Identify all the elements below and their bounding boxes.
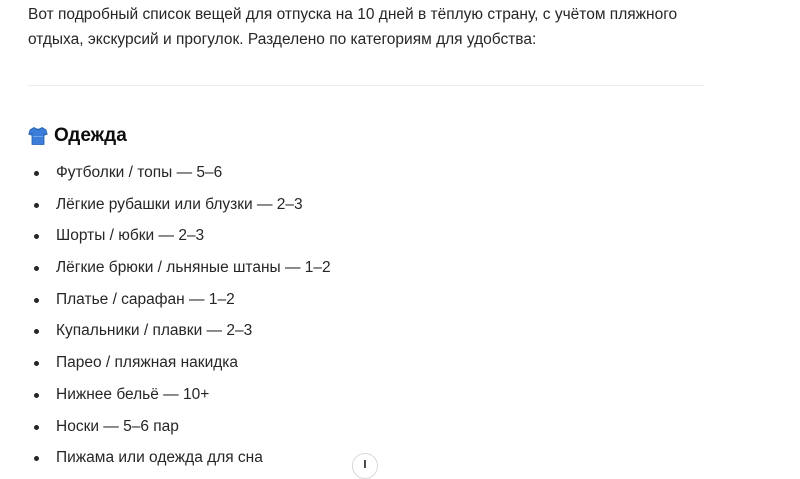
clothing-list (28, 157, 718, 474)
bullet (34, 456, 39, 461)
list-item (28, 379, 718, 411)
list-item (28, 157, 718, 189)
t-shirt-icon (28, 126, 48, 146)
list-item (28, 347, 718, 379)
bullet (34, 266, 39, 271)
list-item (28, 252, 718, 284)
list-item-label: Лёгкие брюки / льняные штаны — 1–2 (56, 259, 331, 277)
list-item (28, 411, 718, 443)
list-item-label: Шорты / юбки — 2–3 (56, 227, 205, 245)
intro-text: Вот подробный список вещей для отпуска на 10 дней в тёплую страну, с учётом пляжного отдыха, экскурсий и прогулок. Разделено по категориям для удобства: (28, 6, 678, 48)
list-item-label: Носки — 5–6 пар (56, 417, 179, 435)
list-item-label: Футболки / топы — 5–6 (56, 164, 223, 181)
list-item (28, 220, 718, 252)
bullet (34, 361, 39, 366)
list-item-label: Нижнее бельё — 10+ (56, 385, 210, 403)
list-item-label: Пижама или одежда для сна (56, 449, 263, 467)
list-item (28, 189, 718, 221)
list-item-label: Купальники / плавки — 2–3 (56, 322, 253, 340)
scroll-to-bottom-button[interactable] (352, 453, 378, 479)
section-heading (28, 123, 718, 149)
bullet (34, 234, 39, 239)
list-item-label: Парео / пляжная накидка (56, 354, 239, 372)
list-item-label: Лёгкие рубашки или блузки — 2–3 (56, 195, 303, 213)
bullet (34, 425, 39, 430)
bullet (34, 171, 39, 176)
divider (28, 85, 704, 86)
chat-message (28, 0, 718, 474)
list-item (28, 315, 718, 347)
bullet (34, 329, 39, 334)
bullet (34, 298, 39, 303)
bullet (34, 203, 39, 208)
bullet (34, 393, 39, 398)
list-item-label: Платье / сарафан — 1–2 (56, 290, 235, 308)
arrow-down-icon (364, 460, 366, 468)
list-item (28, 284, 718, 316)
section-title: Одежда (54, 125, 127, 146)
